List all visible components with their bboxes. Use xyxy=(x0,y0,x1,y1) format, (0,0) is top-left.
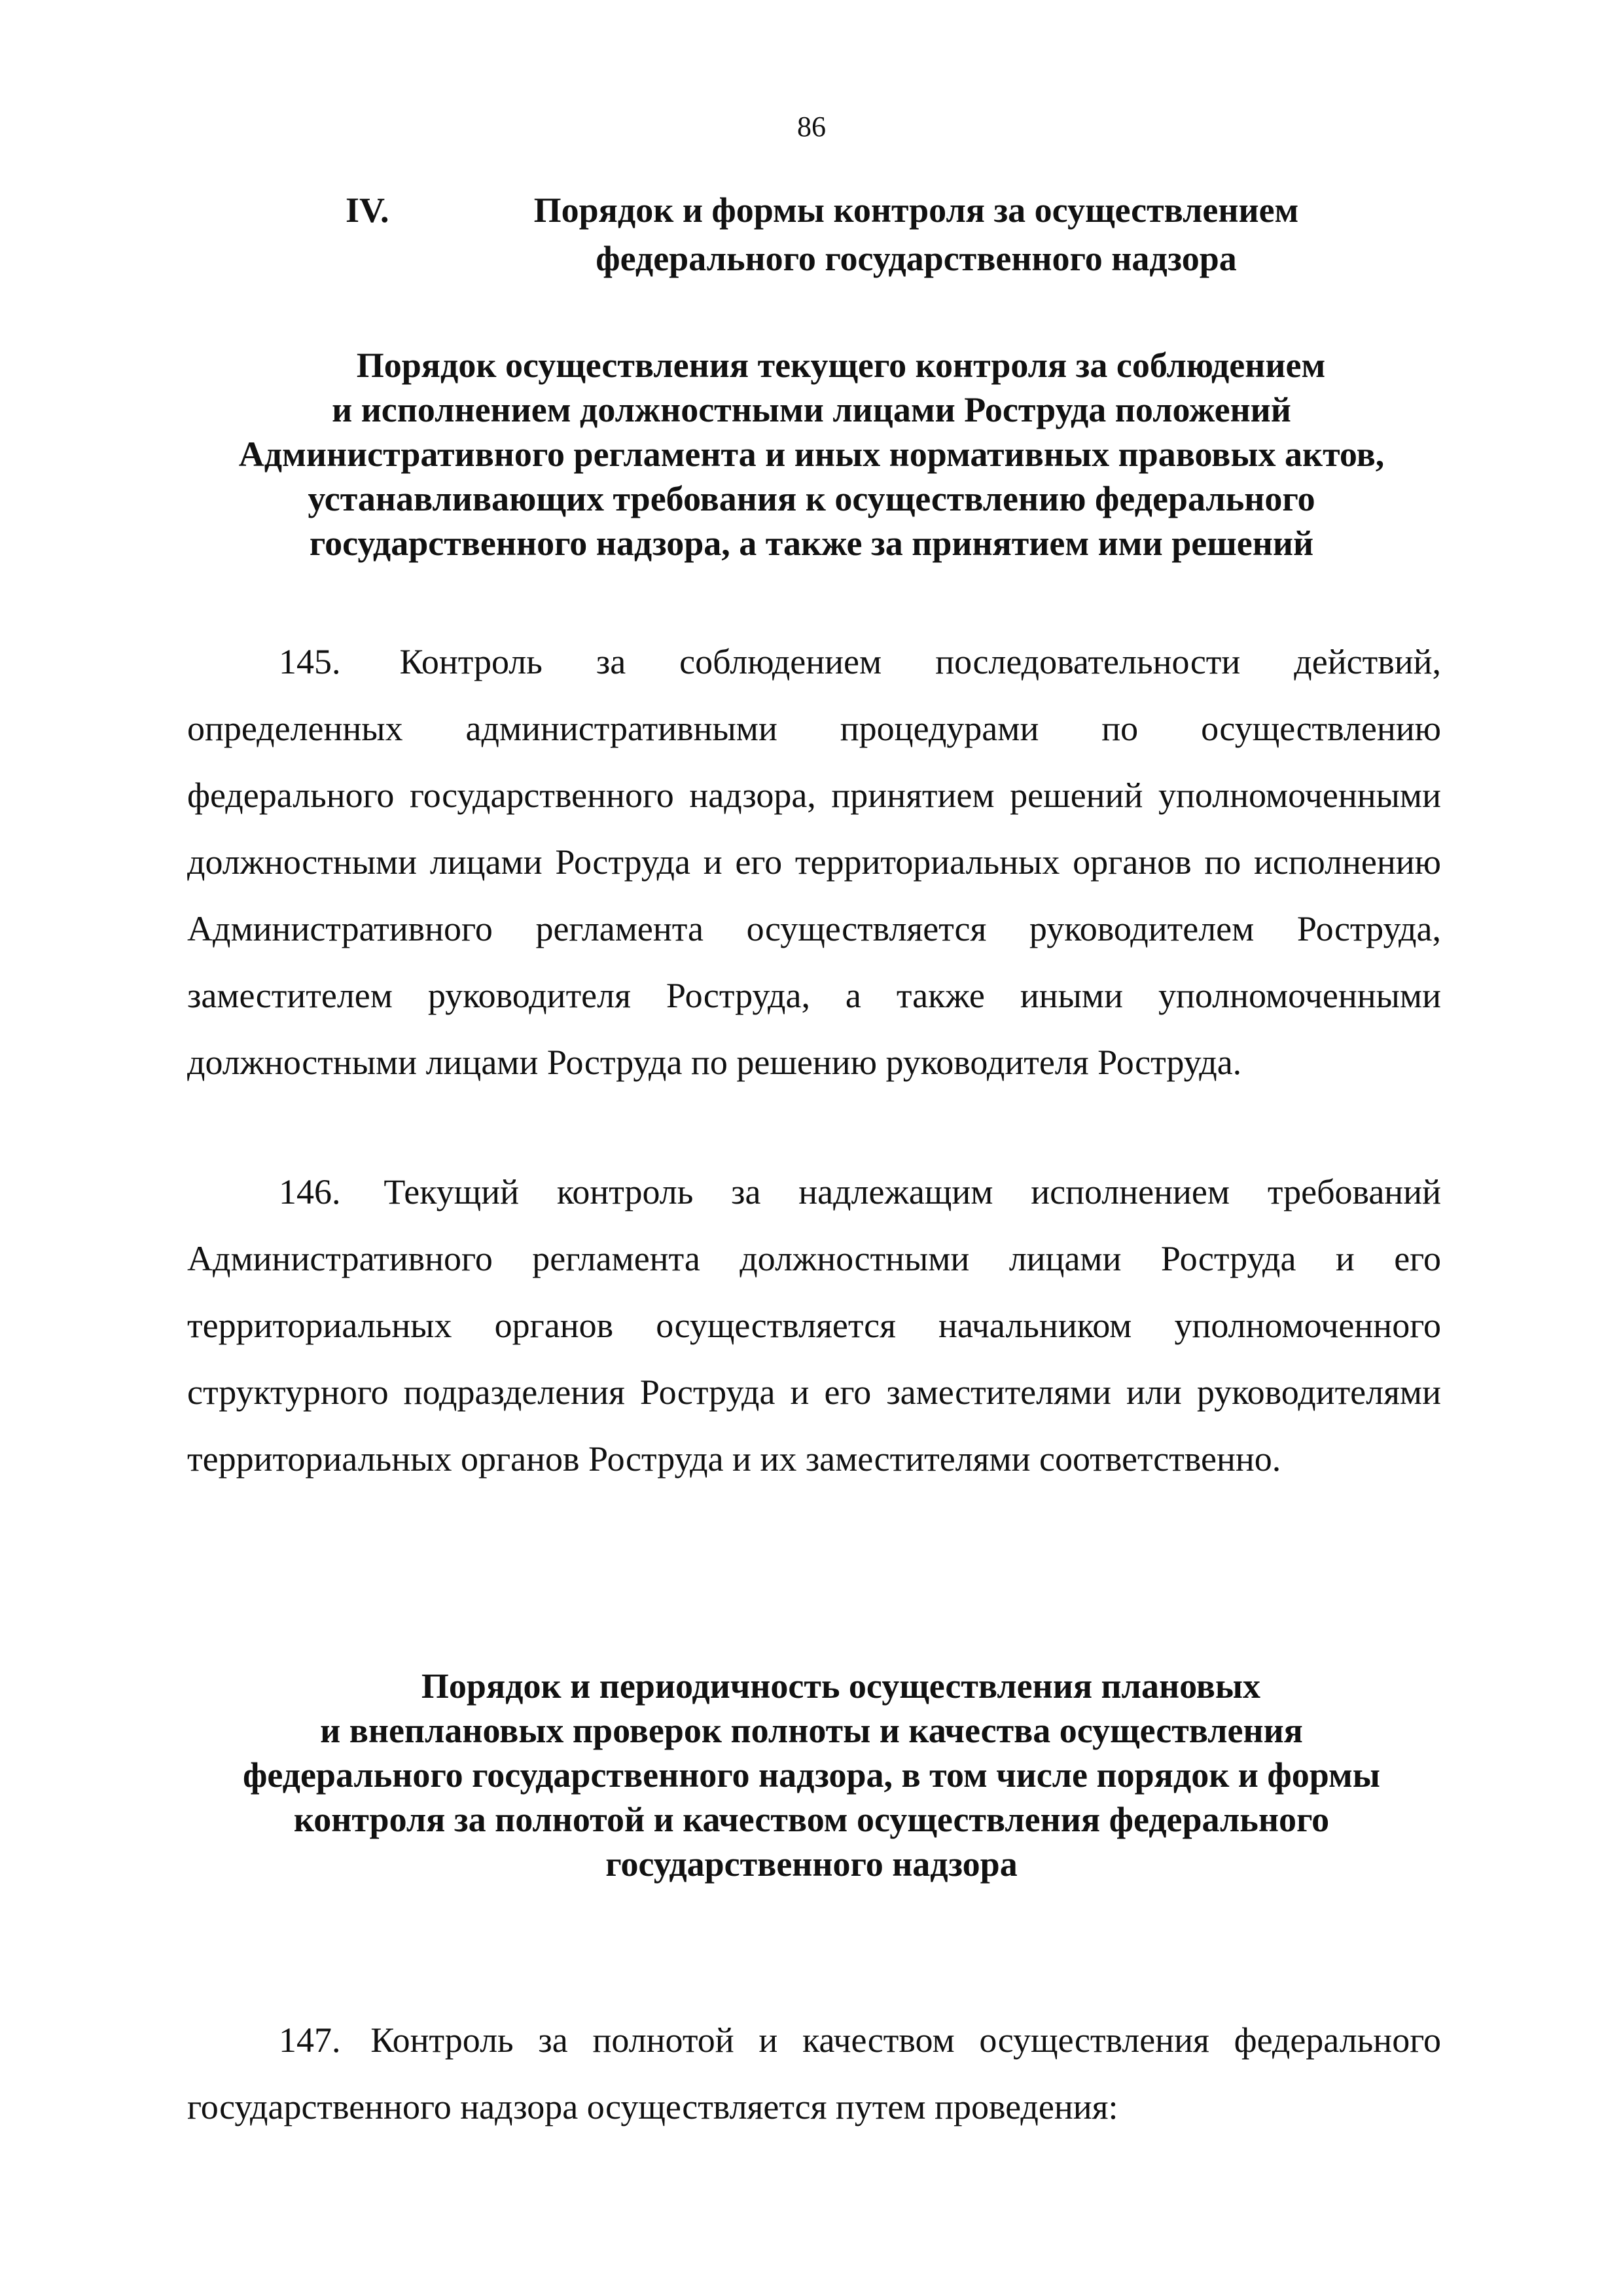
heading-line: Порядок осуществления текущего контроля за соблюдением xyxy=(356,346,1326,385)
heading-line: государственного надзора, а также за принятием ими решений xyxy=(309,524,1314,563)
paragraph-number: 147. xyxy=(279,2020,341,2060)
paragraph-145 xyxy=(187,628,1441,1096)
heading-line: контроля за полнотой и качеством осуществления федерального xyxy=(293,1800,1330,1839)
heading-line: федерального государственного надзора, в том числе порядок и формы xyxy=(243,1755,1380,1795)
section-heading-current-control xyxy=(0,343,1623,565)
paragraph-number: 145. xyxy=(279,642,341,681)
heading-line: и исполнением должностными лицами Роструда положений xyxy=(332,390,1291,429)
heading-line: государственного надзора xyxy=(605,1844,1018,1884)
paragraph-146 xyxy=(187,1158,1441,1492)
chapter-title-line: федерального государственного надзора xyxy=(596,239,1237,278)
chapter-title xyxy=(458,186,1374,283)
chapter-number: IV. xyxy=(346,190,389,230)
page-number: 86 xyxy=(797,111,826,143)
heading-line: устанавливающих требования к осуществлению федерального xyxy=(308,479,1315,518)
paragraph-text: Контроль за полнотой и качеством осуществления федерального государственного надзора осуществляется путем проведения: xyxy=(187,2020,1442,2126)
heading-line: Административного регламента и иных нормативных правовых актов, xyxy=(238,435,1385,474)
paragraph-text: Контроль за соблюдением последовательности действий, определенных административными процедурами по осуществлению федерального государственного надзора, принятием решений уполномоченными должностными лицами Роструда и его территориальных органов по исполнению Административного регламента осуществляется руководителем Роструда, заместителем руководителя Роструда, а также иными уполномоченными должностными лицами Роструда по решению руководителя Роструда. xyxy=(187,642,1442,1082)
heading-line: и внеплановых проверок полноты и качества осуществления xyxy=(320,1711,1303,1750)
paragraph-text: Текущий контроль за надлежащим исполнением требований Административного регламента должностными лицами Роструда и его территориальных органов осуществляется начальником уполномоченного структурного подразделения Роструда и его заместителями или руководителями территориальных органов Роструда и их заместителями соответственно. xyxy=(187,1172,1442,1479)
paragraph-number: 146. xyxy=(279,1172,341,1211)
heading-line: Порядок и периодичность осуществления плановых xyxy=(421,1666,1261,1706)
chapter-title-line: Порядок и формы контроля за осуществлением xyxy=(533,190,1299,230)
section-heading-inspections xyxy=(0,1664,1623,1886)
paragraph-147 xyxy=(187,2007,1441,2140)
